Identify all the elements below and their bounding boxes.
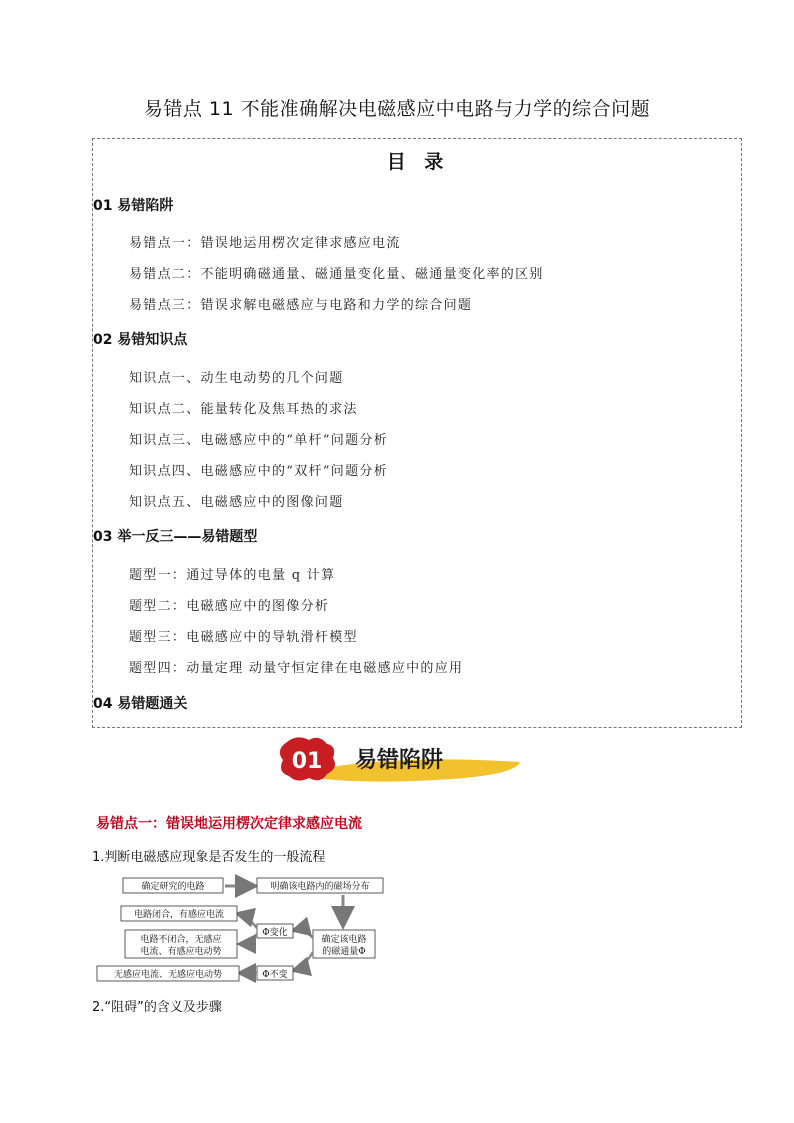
toc-section-03[interactable]: 03 举一反三——易错题型 xyxy=(93,529,258,545)
flow-arrow xyxy=(295,930,313,938)
toc-item[interactable]: 易错点三：错误求解电磁感应与电路和力学的综合问题 xyxy=(129,298,473,313)
document-title: 易错点 11 不能准确解决电磁感应中电路与力学的综合问题 xyxy=(143,98,651,120)
toc-section-02[interactable]: 02 易错知识点 xyxy=(93,332,188,348)
toc-item[interactable]: 知识点五、电磁感应中的图像问题 xyxy=(129,495,344,510)
flow-text-no-current: 无感应电流、无感应电动势 xyxy=(113,970,223,980)
flow-text-closed-current: 电路闭合，有感应电流 xyxy=(133,910,225,920)
table-of-contents xyxy=(92,138,742,728)
toc-item[interactable]: 易错点一：错误地运用楞次定律求感应电流 xyxy=(129,236,401,251)
toc-item[interactable]: 题型三：电磁感应中的导轨滑杆模型 xyxy=(129,630,358,645)
banner-number: 01 xyxy=(291,749,323,774)
banner-title: 易错陷阱 xyxy=(355,748,444,773)
flow-arrow xyxy=(295,952,313,970)
flow-arrow xyxy=(241,934,257,944)
flow-text-open-line1: 电路不闭合，无感应 xyxy=(140,935,222,945)
flow-text-determine-circuit: 确定研究的电路 xyxy=(141,882,205,892)
error-point-heading: 易错点一：错误地运用楞次定律求感应电流 xyxy=(96,816,362,832)
toc-heading: 目 录 xyxy=(386,151,450,173)
toc-item[interactable]: 知识点三、电磁感应中的“单杆”问题分析 xyxy=(129,433,388,448)
toc-item[interactable]: 题型一：通过导体的电量 q 计算 xyxy=(129,568,336,583)
paragraph-hindrance: 2.“阻碍”的含义及步骤 xyxy=(92,1000,222,1015)
flow-arrow xyxy=(239,914,257,928)
section-banner xyxy=(275,732,525,784)
toc-section-01[interactable]: 01 易错陷阱 xyxy=(93,198,174,214)
toc-item[interactable]: 知识点四、电磁感应中的“双杆”问题分析 xyxy=(129,464,388,479)
flow-text-open-line2: 电流、有感应电动势 xyxy=(140,947,222,957)
toc-item[interactable]: 知识点二、能量转化及焦耳热的求法 xyxy=(129,402,358,417)
flow-text-phi-changes: Φ变化 xyxy=(262,928,288,938)
flow-text-field-distribution: 明确该电路内的磁场分布 xyxy=(270,882,370,892)
flow-text-phi-unchanged: Φ不变 xyxy=(262,970,288,980)
toc-item[interactable]: 题型二：电磁感应中的图像分析 xyxy=(129,599,330,614)
flow-text-flux-line2: 的磁通量Φ xyxy=(322,947,366,957)
toc-item[interactable]: 知识点一、动生电动势的几个问题 xyxy=(129,371,344,386)
flowchart xyxy=(95,872,395,990)
toc-section-04[interactable]: 04 易错题通关 xyxy=(93,696,188,712)
paragraph-flow-intro: 1.判断电磁感应现象是否发生的一般流程 xyxy=(92,850,326,865)
toc-item[interactable]: 易错点二：不能明确磁通量、磁通量变化量、磁通量变化率的区别 xyxy=(129,267,544,282)
flow-text-flux-line1: 确定该电路 xyxy=(321,935,367,945)
toc-item[interactable]: 题型四：动量定理 动量守恒定律在电磁感应中的应用 xyxy=(129,661,464,676)
